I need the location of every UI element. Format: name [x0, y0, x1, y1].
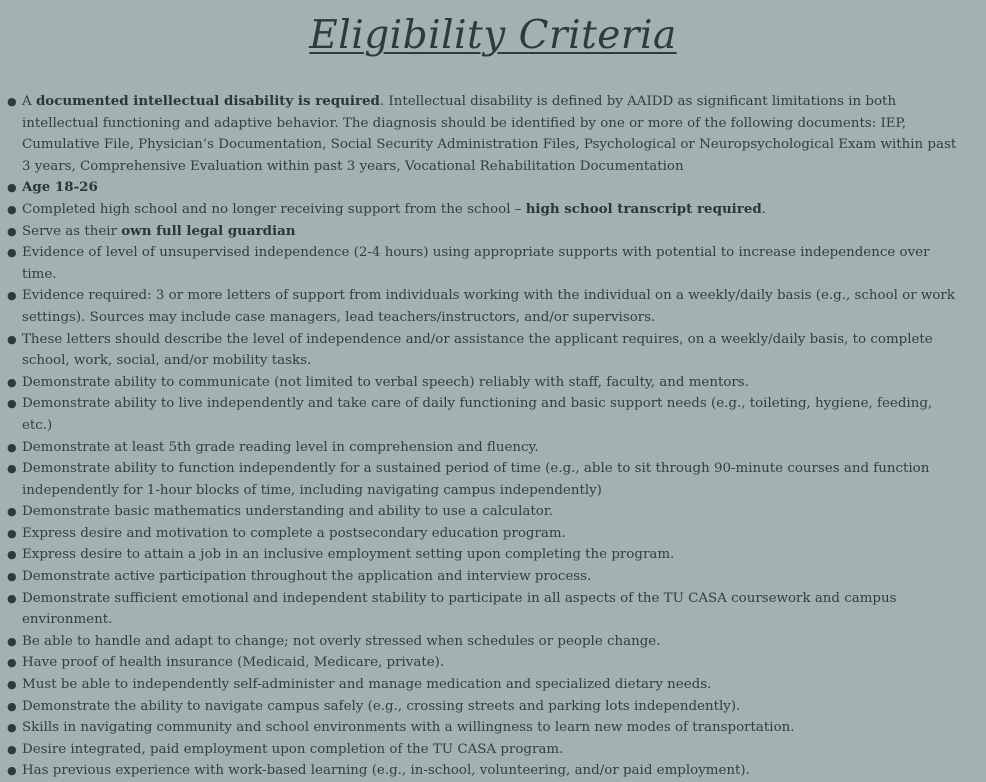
criteria-text: Evidence of level of unsupervised independence (2-4 hours) using appropriate supports with potential to increase independence over time. [22, 245, 930, 282]
bullet-icon: ● [7, 548, 17, 562]
bullet-icon: ● [7, 397, 17, 411]
criteria-item [7, 437, 962, 459]
bullet-icon: ● [7, 634, 17, 648]
page-title: Eligibility Criteria [309, 13, 677, 58]
criteria-item [7, 739, 962, 761]
criteria-item [7, 652, 962, 674]
criteria-text: Demonstrate at least 5th grade reading level in comprehension and fluency. [22, 439, 539, 455]
criteria-text: Has previous experience with work-based learning (e.g., in-school, volunteering, and/or paid employment). [22, 763, 750, 779]
criteria-emphasis: own full legal guardian [121, 222, 296, 239]
criteria-item [7, 285, 962, 328]
criteria-item [7, 221, 962, 243]
criteria-text: Desire integrated, paid employment upon completion of the TU CASA program. [22, 741, 564, 757]
criteria-text: Demonstrate sufficient emotional and independent stability to participate in all aspects of the TU CASA coursework and campus environment. [22, 590, 897, 628]
bullet-icon: ● [7, 591, 17, 605]
bullet-icon: ● [7, 375, 17, 389]
criteria-text: Have proof of health insurance (Medicaid, Medicare, private). [22, 655, 445, 671]
criteria-emphasis: documented intellectual disability is required [35, 93, 380, 109]
criteria-item [7, 523, 962, 545]
criteria-list [0, 91, 962, 782]
criteria-item [7, 329, 962, 372]
criteria-text: Must be able to independently self-administer and manage medication and specialized dietary needs. [22, 677, 712, 693]
bullet-icon: ● [7, 526, 17, 540]
criteria-item [7, 566, 962, 588]
criteria-text: Demonstrate active participation throughout the application and interview process. [22, 569, 592, 585]
bullet-icon: ● [7, 440, 17, 454]
criteria-item [7, 631, 962, 653]
bullet-icon: ● [7, 202, 17, 216]
bullet-icon: ● [7, 678, 17, 692]
criteria-emphasis: Age 18-26 [22, 179, 98, 196]
criteria-text: Express desire to attain a job in an inclusive employment setting upon completing the program. [22, 547, 675, 563]
bullet-icon: ● [7, 505, 17, 519]
criteria-item [7, 177, 962, 199]
criteria-item [7, 588, 962, 631]
criteria-text: Skills in navigating community and school environments with a willingness to learn new modes of transportation. [22, 720, 795, 736]
bullet-icon: ● [7, 462, 17, 476]
criteria-item [7, 372, 962, 394]
criteria-item [7, 717, 962, 739]
criteria-text: Serve as their [22, 223, 122, 239]
criteria-item [7, 242, 962, 285]
criteria-text: Express desire and motivation to complete a postsecondary education program. [22, 525, 566, 541]
criteria-item [7, 501, 962, 523]
bullet-icon: ● [7, 181, 17, 195]
criteria-item [7, 91, 962, 177]
criteria-text-end: . Intellectual disability is defined by AAIDD as significant limitations in both intellectual functioning and adaptive behavior. The diagnosis should be identified by one or more of the following documents: IEP, Cumulative File, Physician’s Documentation, Social Security Administration Files, Psychological or Neuropsychological Exam within past 3 years, Comprehensive Evaluation within past 3 years, Vocational Rehabilitation Documentation [22, 94, 957, 174]
criteria-emphasis: high school transcript required [525, 200, 762, 217]
criteria-item [7, 760, 962, 782]
bullet-icon: ● [7, 764, 17, 778]
criteria-text: Demonstrate ability to communicate (not limited to verbal speech) reliably with staff, faculty, and mentors. [22, 374, 749, 390]
bullet-icon: ● [7, 246, 17, 260]
criteria-text: Demonstrate ability to function independently for a sustained period of time (e.g., able to sit through 90-minute courses and function independently for 1-hour blocks of time, including navigating campus independently) [22, 461, 930, 498]
criteria-text: Demonstrate the ability to navigate campus safely (e.g., crossing streets and parking lots independently). [22, 698, 741, 714]
criteria-item [7, 674, 962, 696]
criteria-text: Completed high school and no longer receiving support from the school – [22, 201, 526, 217]
criteria-item [7, 393, 962, 436]
criteria-text: Be able to handle and adapt to change; not overly stressed when schedules or people change. [22, 633, 661, 649]
bullet-icon: ● [7, 699, 17, 713]
criteria-text-end: . [761, 201, 766, 217]
criteria-text: A [22, 94, 36, 109]
criteria-item [7, 199, 962, 221]
criteria-item [7, 696, 962, 718]
bullet-icon: ● [7, 95, 17, 108]
criteria-text: Evidence required: 3 or more letters of support from individuals working with the individual on a weekly/daily basis (e.g., school or work settings). Sources may include case managers, lead teachers/instructors, and/or supervisors. [22, 288, 955, 325]
bullet-icon: ● [7, 742, 17, 756]
criteria-item [7, 544, 962, 566]
criteria-text: These letters should describe the level of independence and/or assistance the applicant requires, on a weekly/daily basis, to complete school, work, social, and/or mobility tasks. [22, 331, 933, 369]
bullet-icon: ● [7, 656, 17, 670]
criteria-text: Demonstrate basic mathematics understanding and ability to use a calculator. [22, 504, 554, 520]
bullet-icon: ● [7, 332, 17, 346]
criteria-text: Demonstrate ability to live independently and take care of daily functioning and basic support needs (e.g., toileting, hygiene, feeding, etc.) [22, 396, 933, 433]
bullet-icon: ● [7, 570, 17, 584]
bullet-icon: ● [7, 721, 17, 735]
bullet-icon: ● [7, 224, 17, 238]
bullet-icon: ● [7, 289, 17, 303]
criteria-item [7, 458, 962, 501]
